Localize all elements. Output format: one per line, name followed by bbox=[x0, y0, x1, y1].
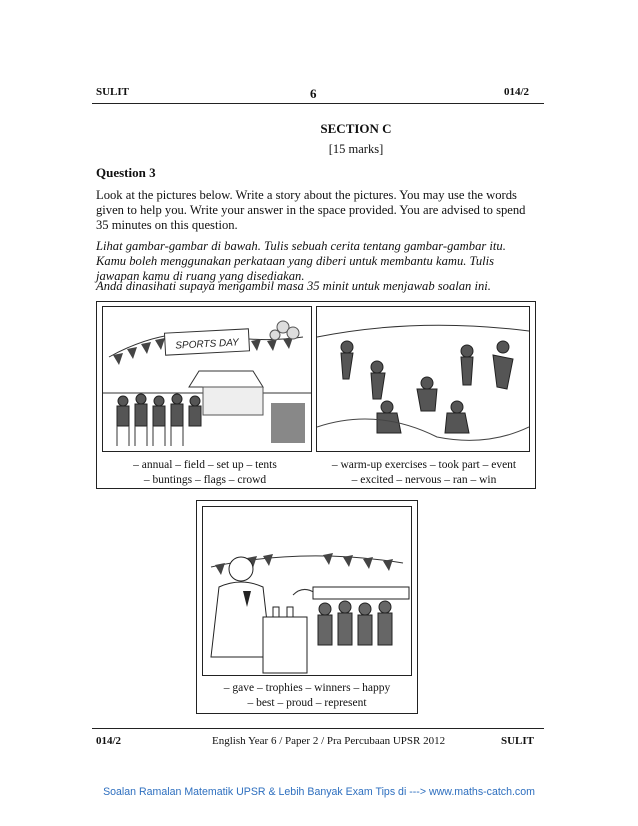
picture-3 bbox=[202, 506, 412, 676]
watermark-link[interactable]: Soalan Ramalan Matematik UPSR & Lebih Banyak Exam Tips di ---> www.maths-catch.com bbox=[103, 786, 535, 798]
instructions-malay: Lihat gambar-gambar di bawah. Tulis sebuah cerita tentang gambar-gambar itu. Kamu boleh menggunakan perkataan yang diberi untuk membantu kamu. Tulis jawapan kamu di ruang yang disediakan. bbox=[96, 239, 506, 283]
picture-2-words bbox=[316, 458, 532, 488]
header-paper-code: 014/2 bbox=[504, 86, 530, 98]
picture-2 bbox=[316, 306, 530, 452]
picture-3-words bbox=[200, 681, 414, 711]
footer-paper-title: English Year 6 / Paper 2 / Pra Percubaan UPSR 2012 bbox=[212, 735, 446, 747]
instructions-malay-time: Anda dinasihati supaya mengambil masa 35 minit untuk menjawab soalan ini. bbox=[96, 279, 491, 293]
picture-1-words-line2: – buntings – flags – crowd bbox=[143, 474, 267, 486]
picture-1 bbox=[102, 306, 312, 452]
picture-2-words-line1: – warm-up exercises – took part – event bbox=[331, 459, 517, 471]
question-title: Question 3 bbox=[96, 165, 156, 180]
header-classification: SULIT bbox=[96, 86, 130, 98]
picture-1-words bbox=[100, 458, 310, 488]
page-number: 6 bbox=[310, 86, 317, 101]
footer-paper-code: 014/2 bbox=[96, 735, 122, 747]
section-marks: [15 marks] bbox=[328, 142, 384, 156]
prize-giving-illustration bbox=[203, 507, 411, 675]
sports-day-banner: SPORTS DAY bbox=[175, 337, 240, 352]
race-illustration bbox=[317, 307, 529, 451]
picture-2-words-line2: – excited – nervous – ran – win bbox=[351, 474, 497, 486]
instructions-english: Look at the pictures below. Write a story about the pictures. You may use the words given to help you. Write your answer in the space provided. You are advised to spend 35 minutes on this question. bbox=[96, 188, 526, 232]
footer-divider bbox=[92, 728, 544, 729]
header-divider bbox=[92, 103, 544, 104]
footer-classification: SULIT bbox=[501, 735, 535, 747]
picture-3-words-line1: – gave – trophies – winners – happy bbox=[223, 682, 391, 694]
section-title: SECTION C bbox=[320, 121, 392, 136]
picture-3-words-line2: – best – proud – represent bbox=[247, 697, 367, 709]
picture-1-words-line1: – annual – field – set up – tents bbox=[133, 459, 277, 471]
sports-day-illustration bbox=[103, 307, 311, 451]
